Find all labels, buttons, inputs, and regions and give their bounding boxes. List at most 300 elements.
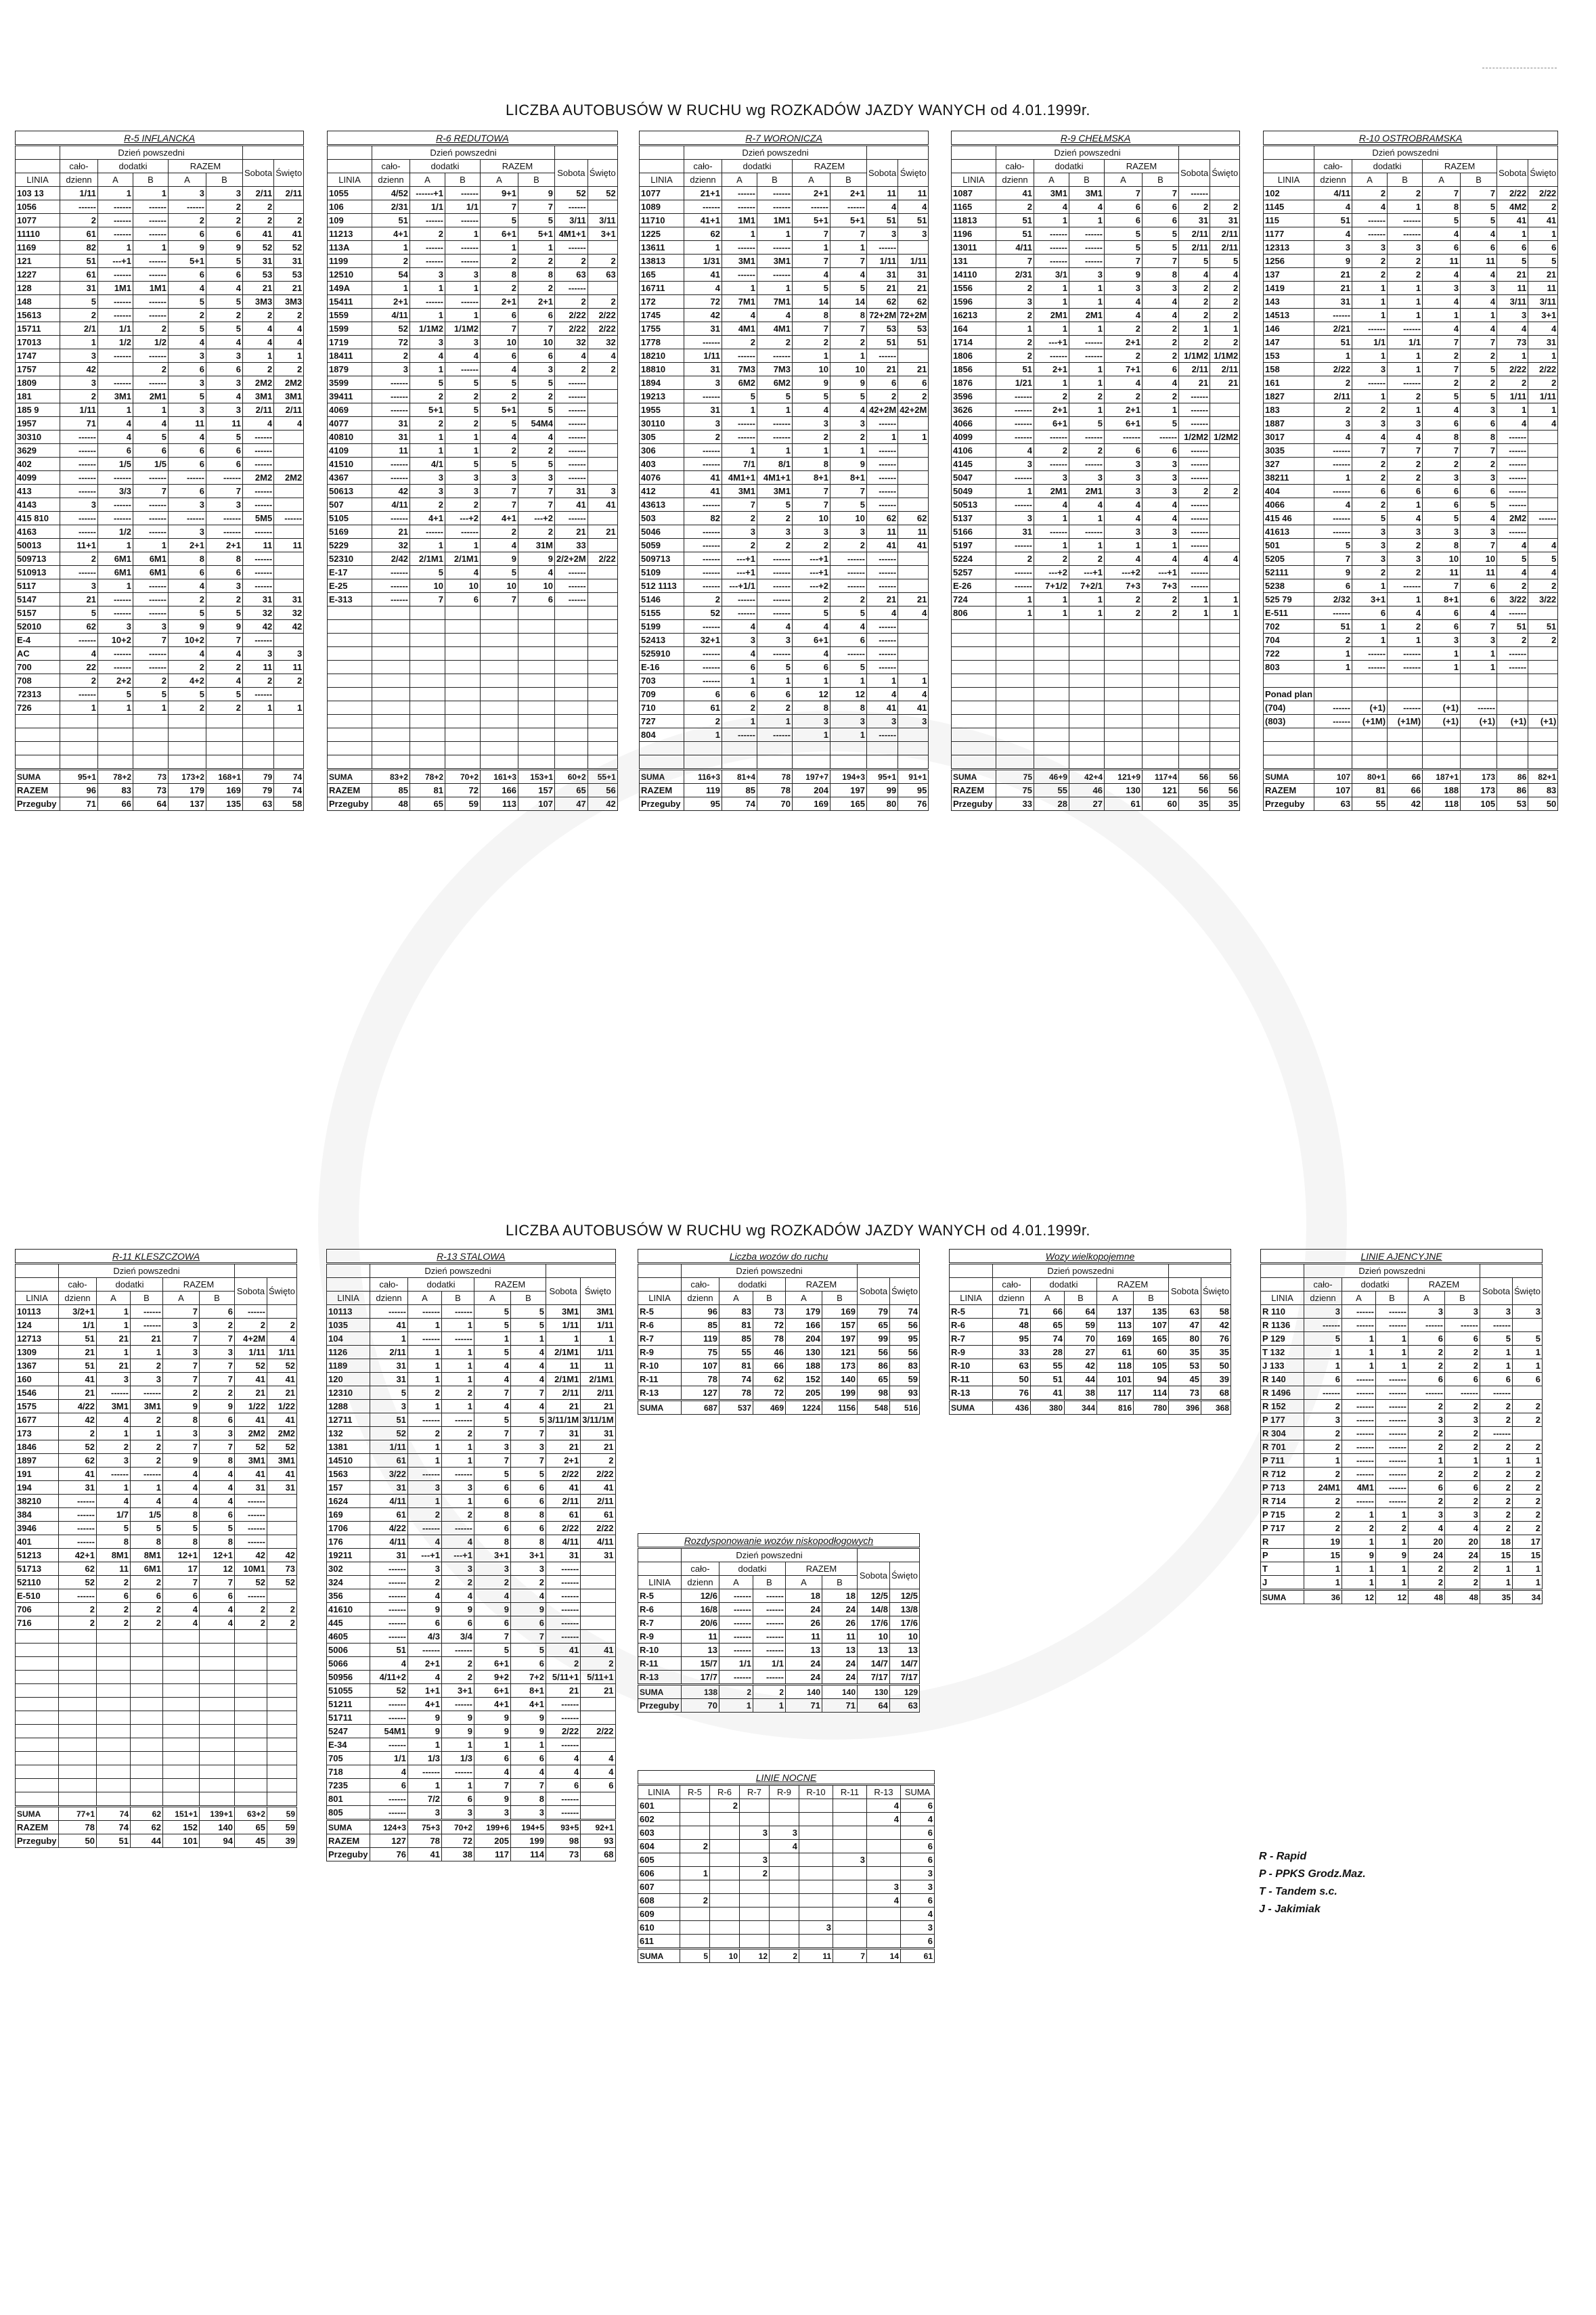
line-cell: 1546	[16, 1386, 59, 1400]
value-cell: ------	[1314, 525, 1352, 539]
sum-row	[1261, 1590, 1543, 1604]
line-cell	[16, 1684, 59, 1698]
value-cell: 5	[511, 1413, 546, 1427]
value-cell: 2/31	[996, 268, 1034, 282]
przeguby-value: 38	[442, 1848, 474, 1861]
table-row	[16, 1346, 297, 1359]
value-cell: 24	[822, 1657, 858, 1671]
value-cell: 2M1	[1034, 485, 1069, 498]
value-cell	[680, 1935, 710, 1949]
value-cell: 2	[793, 336, 830, 349]
value-cell: 3	[1143, 282, 1179, 295]
value-cell	[267, 1305, 297, 1319]
value-cell: 41	[581, 1644, 615, 1657]
line-cell: R 701	[1261, 1440, 1304, 1454]
value-cell	[481, 688, 518, 701]
value-cell: 2/11	[274, 403, 304, 417]
value-cell: 9	[442, 1725, 474, 1738]
value-cell	[555, 755, 588, 770]
value-cell: 2/1	[60, 322, 98, 336]
line-cell: 413	[16, 485, 60, 498]
value-cell: 6	[169, 485, 206, 498]
value-cell	[163, 1725, 200, 1738]
value-cell: 1	[442, 1373, 474, 1386]
value-cell: 1/2	[133, 336, 169, 349]
value-cell: 9	[200, 1400, 235, 1413]
line-cell: 5257	[952, 566, 996, 579]
value-cell: 4	[206, 647, 243, 661]
value-cell: 5	[1423, 390, 1461, 403]
value-cell: ------	[867, 458, 898, 471]
value-cell: 8	[97, 1535, 131, 1549]
table-row	[1264, 742, 1558, 755]
value-cell: ------	[757, 607, 793, 620]
table-row	[328, 498, 618, 512]
value-cell: 1	[410, 282, 445, 295]
value-cell: ------	[133, 268, 169, 282]
value-cell: ------	[243, 431, 274, 444]
value-cell	[1388, 742, 1423, 755]
value-cell: 1	[1480, 1359, 1513, 1373]
table-row	[16, 295, 304, 309]
table-row	[640, 634, 929, 647]
line-cell: 3599	[328, 376, 372, 390]
value-cell: 21	[274, 282, 304, 295]
value-cell: ------	[1069, 336, 1105, 349]
value-cell	[1528, 728, 1558, 742]
value-cell	[1069, 728, 1105, 742]
value-cell	[996, 715, 1034, 728]
header-allday: cało-	[59, 1278, 97, 1292]
value-cell: ------	[722, 607, 757, 620]
value-cell: 2/11	[243, 403, 274, 417]
table-row	[1264, 268, 1558, 282]
razem-value: 205	[474, 1834, 511, 1848]
value-cell	[200, 1725, 235, 1738]
header-extras: dodatki	[719, 1278, 786, 1292]
value-cell: 114	[1134, 1386, 1169, 1401]
value-cell	[1210, 674, 1240, 688]
value-cell: ------	[410, 214, 445, 227]
value-cell: 3	[200, 1427, 235, 1440]
value-cell: 113	[1097, 1319, 1134, 1332]
value-cell	[200, 1657, 235, 1671]
value-cell: 3	[206, 498, 243, 512]
value-cell: 42	[60, 363, 98, 376]
value-cell: 10	[481, 336, 518, 349]
line-cell	[952, 715, 996, 728]
value-cell	[898, 471, 929, 485]
value-cell: 4	[474, 1589, 511, 1603]
value-cell: 1/1	[753, 1657, 786, 1671]
line-cell: 3946	[16, 1522, 59, 1535]
value-cell: 1/1	[98, 322, 133, 336]
value-cell: 2	[1304, 1440, 1342, 1454]
table-row	[16, 552, 304, 566]
value-cell: 4	[169, 431, 206, 444]
przeguby-value: 165	[830, 797, 867, 811]
value-cell: 5	[1069, 417, 1105, 431]
value-cell: 2	[1314, 376, 1352, 390]
value-cell: 6	[518, 593, 555, 607]
value-cell	[799, 1799, 833, 1813]
table-row	[1261, 1549, 1543, 1562]
header-blank	[640, 160, 684, 173]
value-cell	[481, 674, 518, 688]
line-cell: R-9	[638, 1346, 682, 1359]
value-cell: 1	[1342, 1332, 1376, 1346]
value-cell	[372, 620, 410, 634]
value-cell	[588, 593, 617, 607]
value-cell: 4	[169, 647, 206, 661]
header-a: A	[474, 1292, 511, 1305]
value-cell: 4+1	[408, 1698, 442, 1711]
value-cell: 1/11	[1528, 390, 1558, 403]
razem-value: 199	[511, 1834, 546, 1848]
table-row	[16, 227, 304, 241]
table-row	[16, 485, 304, 498]
value-cell	[1143, 674, 1179, 688]
line-cell: 403	[640, 458, 684, 471]
line-cell: R 152	[1261, 1400, 1304, 1413]
value-cell	[163, 1765, 200, 1779]
header-total: RAZEM	[481, 160, 555, 173]
value-cell: 3	[133, 620, 169, 634]
header-blank	[16, 160, 60, 173]
value-cell: 3	[1352, 417, 1388, 431]
value-cell: ------	[1342, 1427, 1376, 1440]
line-cell: 1419	[1264, 282, 1314, 295]
value-cell: 6	[1143, 444, 1179, 458]
value-cell: 3	[408, 1562, 442, 1576]
value-cell: 3	[206, 579, 243, 593]
value-cell: 6	[169, 458, 206, 471]
fleet-table	[638, 1249, 920, 1415]
table-row	[952, 566, 1240, 579]
value-cell: ------	[1179, 444, 1210, 458]
value-cell: ------	[722, 431, 757, 444]
value-cell: 2/22	[581, 1522, 615, 1535]
value-cell: 4	[1497, 322, 1528, 336]
line-cell: 102	[1264, 187, 1314, 200]
table-row	[952, 444, 1240, 458]
sum-value: 107	[1314, 770, 1352, 784]
line-cell: 716	[16, 1616, 59, 1630]
value-cell	[555, 607, 588, 620]
line-cell: 4143	[16, 498, 60, 512]
value-cell: 7	[1423, 363, 1461, 376]
value-cell: 1/1	[1352, 336, 1388, 349]
value-cell: 3	[481, 471, 518, 485]
value-cell: 8	[511, 1508, 546, 1522]
line-cell: 3626	[952, 403, 996, 417]
razem-value: 157	[518, 784, 555, 797]
value-cell: 3	[442, 1562, 474, 1576]
line-cell: 5059	[640, 539, 684, 552]
value-cell: 9	[1342, 1549, 1376, 1562]
value-cell: 17/6	[858, 1616, 890, 1630]
value-cell: 4M1+1	[722, 471, 757, 485]
value-cell: 1	[1461, 647, 1497, 661]
line-cell	[16, 742, 60, 755]
table-row	[328, 647, 618, 661]
value-cell: 6	[684, 688, 722, 701]
header-extras: dodatki	[1034, 160, 1105, 173]
value-cell: ------	[1314, 701, 1352, 715]
value-cell: 2	[1409, 1400, 1445, 1413]
header-daily: dzienn	[1314, 173, 1352, 187]
table-row	[1261, 1305, 1543, 1319]
value-cell	[1069, 620, 1105, 634]
line-cell: R-10	[638, 1644, 682, 1657]
value-cell: 52	[267, 1440, 297, 1454]
value-cell: 5	[474, 1468, 511, 1481]
value-cell	[1423, 728, 1461, 742]
value-cell: (+1)	[1497, 715, 1528, 728]
value-cell: 4	[511, 1400, 546, 1413]
value-cell: ------	[996, 498, 1034, 512]
value-cell: ------	[555, 241, 588, 255]
value-cell: 1/11	[867, 255, 898, 268]
value-cell: 6	[206, 458, 243, 471]
value-cell	[680, 1908, 710, 1921]
sum-value: 121+9	[1105, 770, 1143, 784]
table-row	[16, 1319, 297, 1332]
value-cell: 4	[1423, 295, 1461, 309]
value-cell: 4+1	[481, 512, 518, 525]
header-b: B	[133, 173, 169, 187]
value-cell	[235, 1752, 267, 1765]
line-cell: 1955	[640, 403, 684, 417]
table-row	[16, 431, 304, 444]
razem-value: 65	[555, 784, 588, 797]
value-cell: 7	[481, 485, 518, 498]
table-row	[1264, 525, 1558, 539]
value-cell: ------	[60, 458, 98, 471]
value-cell: 7	[722, 498, 757, 512]
table-row	[327, 1765, 616, 1779]
value-cell: 41	[267, 1468, 297, 1481]
value-cell	[131, 1779, 163, 1792]
value-cell: 1/1	[445, 200, 481, 214]
value-cell: 1	[410, 309, 445, 322]
value-cell: ------	[445, 295, 481, 309]
line-cell: 1227	[16, 268, 60, 282]
value-cell: 6	[200, 1413, 235, 1427]
value-cell: 2	[1497, 579, 1528, 593]
value-cell: ------	[1497, 485, 1528, 498]
header-b: B	[753, 1576, 786, 1589]
value-cell: ------	[1179, 579, 1210, 593]
table-row	[16, 715, 304, 728]
przeguby-value: 169	[793, 797, 830, 811]
line-cell	[640, 755, 684, 770]
value-cell: ------	[867, 579, 898, 593]
value-cell: ------	[555, 390, 588, 403]
value-cell: 15	[1513, 1549, 1543, 1562]
table-row	[16, 620, 304, 634]
value-cell: 1	[1480, 1576, 1513, 1590]
value-cell: ------	[1069, 227, 1105, 241]
table-row	[640, 755, 929, 770]
value-cell: 6	[169, 566, 206, 579]
page-title-bottom: LICZBA AUTOBUSÓW W RUCHU wg ROZKADÓW JAZDY WANYCH od 4.01.1999r.	[505, 1222, 1091, 1239]
value-cell: ------	[1342, 1319, 1376, 1332]
value-cell: 3	[408, 1481, 442, 1495]
table-row	[952, 214, 1240, 227]
line-cell: R-6	[950, 1319, 993, 1332]
value-cell: 3	[1423, 634, 1461, 647]
value-cell: 2/22	[588, 322, 617, 336]
table-row	[16, 1711, 297, 1725]
value-cell: 8	[131, 1535, 163, 1549]
value-cell: 7	[996, 255, 1034, 268]
value-cell: 2	[442, 1671, 474, 1684]
value-cell: ------	[1179, 512, 1210, 525]
value-cell	[200, 1792, 235, 1807]
value-cell: 2	[555, 363, 588, 376]
value-cell: 2/22	[1497, 363, 1528, 376]
value-cell: ------	[1376, 1413, 1409, 1427]
line-cell: 1165	[952, 200, 996, 214]
line-cell: 1806	[952, 349, 996, 363]
line-cell: 3596	[952, 390, 996, 403]
line-cell: Ponad plan	[1264, 688, 1314, 701]
value-cell	[1513, 1427, 1543, 1440]
value-cell: (+1)	[1423, 715, 1461, 728]
table-row	[950, 1319, 1231, 1332]
value-cell: 4M1+1	[555, 227, 588, 241]
table-row	[640, 498, 929, 512]
line-cell: 5147	[16, 593, 60, 607]
value-cell: 1	[1069, 403, 1105, 417]
value-cell: 4	[1461, 512, 1497, 525]
value-cell: 4	[1105, 295, 1143, 309]
value-cell: ------	[722, 268, 757, 282]
value-cell: 51	[59, 1359, 97, 1373]
table-row	[16, 1752, 297, 1765]
sum-value: 74	[274, 770, 304, 784]
value-cell: 39	[1201, 1373, 1231, 1386]
value-cell: 3/4	[442, 1630, 474, 1644]
value-cell: ------	[133, 255, 169, 268]
line-cell: 4163	[16, 525, 60, 539]
value-cell: 2	[1352, 458, 1388, 471]
value-cell: 4	[1069, 200, 1105, 214]
value-cell: ------	[555, 376, 588, 390]
value-cell: 3	[169, 403, 206, 417]
value-cell: 2	[1528, 579, 1558, 593]
table-row	[328, 661, 618, 674]
value-cell	[898, 552, 929, 566]
legend-item: J - Jakimiak	[1259, 1903, 1321, 1915]
value-cell: 4	[511, 1359, 546, 1373]
value-cell: 2	[1423, 376, 1461, 390]
header-saturday: Sobota	[1497, 160, 1528, 187]
przeguby-value: 51	[97, 1834, 131, 1848]
razem-row	[952, 784, 1240, 797]
value-cell	[680, 1799, 710, 1813]
table-row	[16, 1427, 297, 1440]
value-cell: 2	[588, 295, 617, 309]
line-cell: 4066	[1264, 498, 1314, 512]
value-cell	[97, 1792, 131, 1807]
value-cell	[710, 1813, 740, 1826]
value-cell: 1	[98, 241, 133, 255]
value-cell: 1	[98, 701, 133, 715]
header-allday: cało-	[996, 160, 1034, 173]
value-cell: 62	[684, 227, 722, 241]
value-cell: 7/1	[722, 458, 757, 471]
line-cell: 12510	[328, 268, 372, 282]
value-cell: 1	[1376, 1508, 1409, 1522]
header-total: RAZEM	[163, 1278, 235, 1292]
value-cell: 11	[97, 1562, 131, 1576]
value-cell: 5	[1105, 227, 1143, 241]
header-cell: R-11	[833, 1785, 867, 1799]
value-cell: ------	[1342, 1454, 1376, 1468]
value-cell: 2	[243, 309, 274, 322]
line-cell: P 129	[1261, 1332, 1304, 1346]
sum-value: 2	[770, 1949, 799, 1963]
line-cell: 5238	[1264, 579, 1314, 593]
value-cell: 3	[1423, 471, 1461, 485]
line-cell: 1809	[16, 376, 60, 390]
value-cell: 4	[1069, 498, 1105, 512]
value-cell: ------	[722, 200, 757, 214]
line-cell: 1367	[16, 1359, 59, 1373]
value-cell	[1210, 634, 1240, 647]
line-cell: 15613	[16, 309, 60, 322]
value-cell: 9	[163, 1400, 200, 1413]
line-cell: 801	[327, 1792, 370, 1806]
sum-value: 70+2	[442, 1820, 474, 1834]
value-cell	[867, 755, 898, 770]
value-cell: 5	[1352, 512, 1388, 525]
value-cell	[200, 1684, 235, 1698]
value-cell: 10	[1461, 552, 1497, 566]
value-cell: 4	[163, 1468, 200, 1481]
value-cell: ------	[1342, 1400, 1376, 1413]
value-cell: 3	[1388, 525, 1423, 539]
table-row	[1264, 255, 1558, 268]
value-cell: 7	[163, 1305, 200, 1319]
value-cell: 22	[60, 661, 98, 674]
value-cell: 6	[408, 1616, 442, 1630]
value-cell: 4	[206, 674, 243, 688]
value-cell: 5	[98, 688, 133, 701]
value-cell	[588, 458, 617, 471]
value-cell: 3	[206, 187, 243, 200]
line-cell: 38210	[16, 1495, 59, 1508]
value-cell: ------	[370, 1562, 408, 1576]
line-cell	[952, 620, 996, 634]
value-cell	[799, 1826, 833, 1840]
sum-value: 56	[1210, 770, 1240, 784]
value-cell: 2	[996, 552, 1034, 566]
value-cell	[799, 1853, 833, 1867]
value-cell: 1	[1388, 363, 1423, 376]
table-row	[328, 566, 618, 579]
line-cell: 19211	[327, 1549, 370, 1562]
header-a: A	[786, 1292, 822, 1305]
value-cell: ---+1	[408, 1549, 442, 1562]
value-cell	[59, 1738, 97, 1752]
value-cell: 3	[474, 1440, 511, 1454]
value-cell: 95	[890, 1332, 920, 1346]
value-cell	[588, 539, 617, 552]
value-cell	[59, 1765, 97, 1779]
